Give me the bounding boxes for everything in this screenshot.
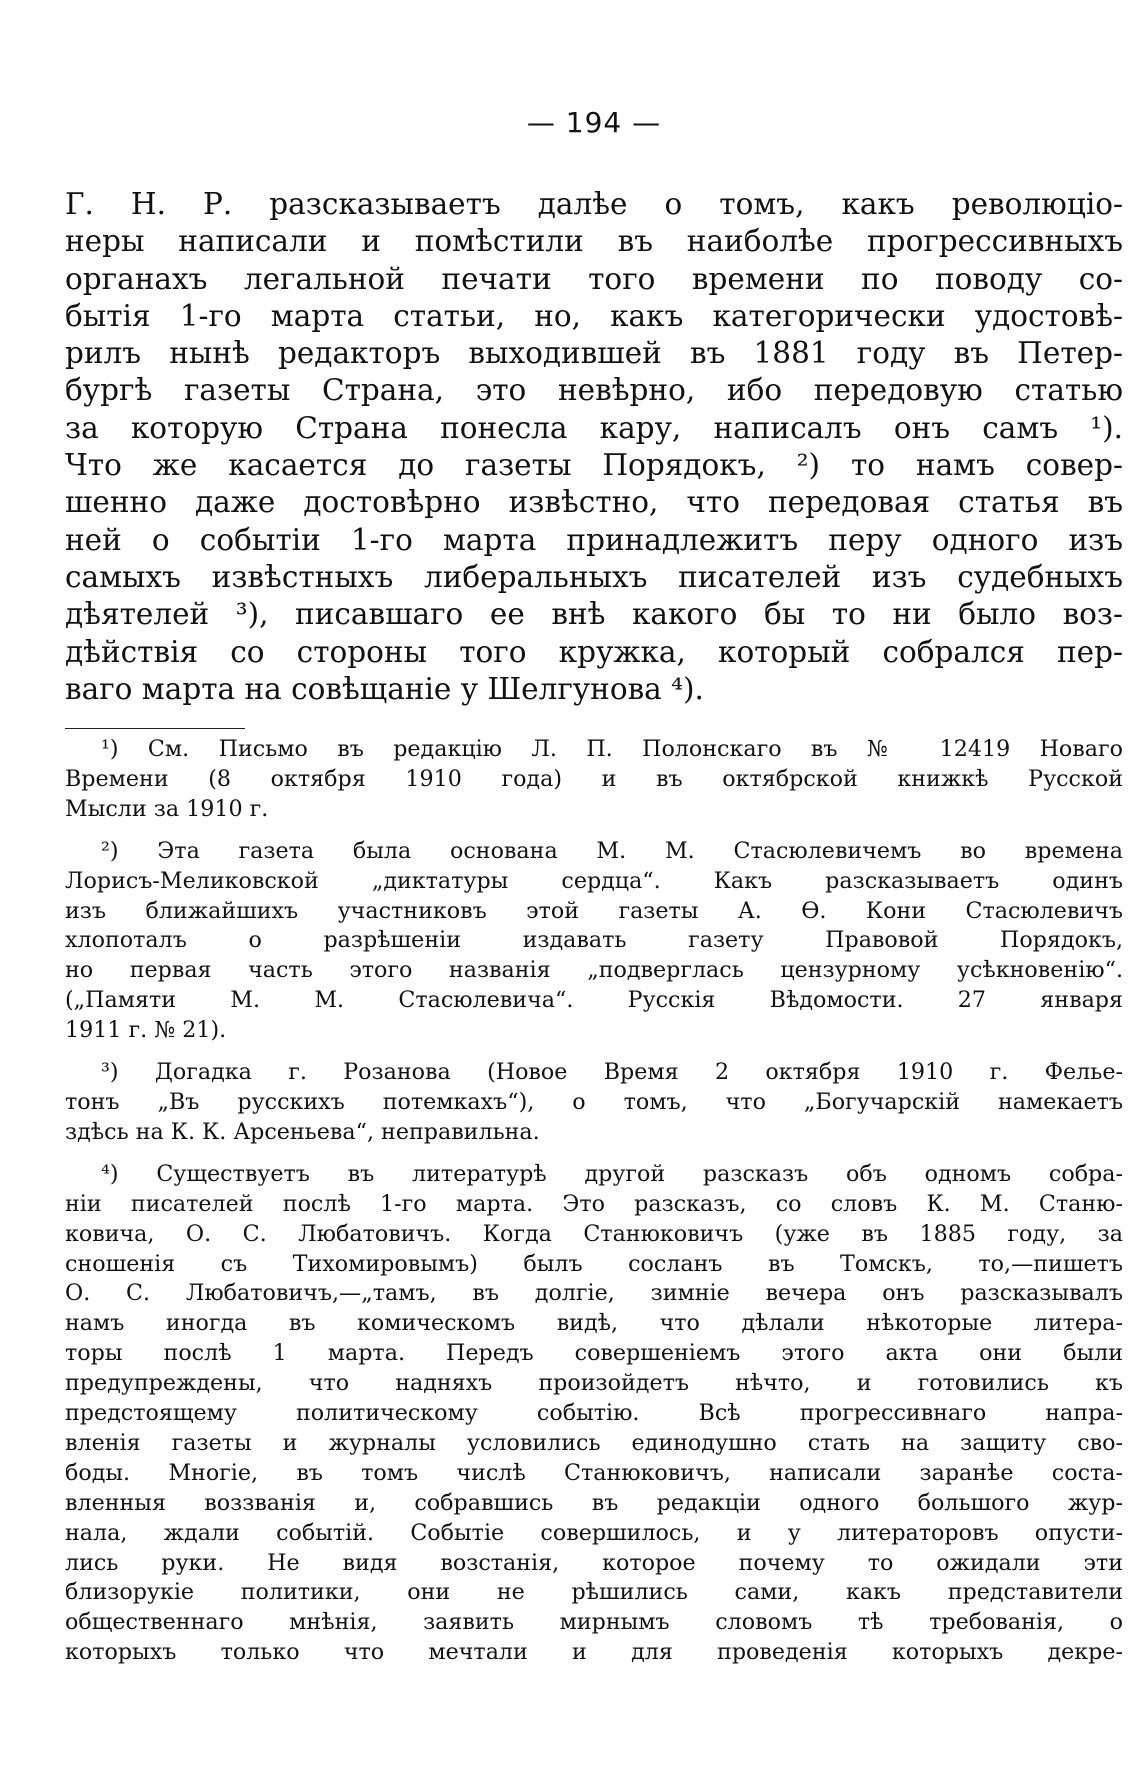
- footnote-line: предупреждены, что надняхъ произойдетъ нѣчто, и готовились къ: [65, 1370, 1123, 1397]
- footnote-line: предстоящему политическому событію. Всѣ прогрессивнаго напра-: [65, 1400, 1123, 1427]
- text-line: Г. Н. Р. разсказываетъ далѣе о томъ, какъ революціо-: [65, 187, 1123, 221]
- text-line: самыхъ извѣстныхъ либеральныхъ писателей изъ судебныхъ: [65, 559, 1123, 594]
- text-line: неры написали и помѣстили въ наиболѣе прогрессивныхъ: [65, 224, 1123, 259]
- text-line: бургѣ газеты Страна, это невѣрно, ибо передовую статью: [65, 373, 1123, 408]
- footnote-line: намъ иногда въ комическомъ видѣ, что дѣлали нѣкоторые литера-: [65, 1310, 1123, 1337]
- book-page: [65, 0, 1123, 1786]
- text-line: шенно даже достовѣрно извѣстно, что передовая статья въ: [65, 485, 1123, 520]
- footnote-line: хлопоталъ о разрѣшеніи издавать газету Правовой Порядокъ,: [65, 927, 1123, 954]
- footnote-line: которыхъ только что мечтали и для проведенія которыхъ декре-: [65, 1639, 1123, 1666]
- footnotes: [65, 735, 1123, 1668]
- footnote-line: ковича, О. С. Любатовичъ. Когда Станюковичъ (уже въ 1885 году, за: [65, 1220, 1123, 1247]
- footnote-line: изъ ближайшихъ участниковъ этой газеты А. Ѳ. Кони Стасюлевичъ: [65, 897, 1123, 924]
- text-line: органахъ легальной печати того времени по поводу со-: [65, 261, 1123, 296]
- footnote-line: нала, ждали событій. Событіе совершилось, и у литераторовъ опусти-: [65, 1519, 1123, 1546]
- footnote-line: ніи писателей послѣ 1-го марта. Это разсказъ, со словъ К. М. Станю-: [65, 1190, 1123, 1217]
- footnote-line: вленныя воззванія и, собравшись въ редакціи одного большого жур-: [65, 1489, 1123, 1516]
- footnote-divider: [65, 728, 245, 729]
- footnote-line: но первая часть этого названія „подверглась цензурному усѣкновенію“.: [65, 957, 1123, 984]
- footnote-line: ¹) См. Письмо въ редакцію Л. П. Полонскаго въ № 12419 Новаго: [101, 736, 1123, 762]
- footnote-1: [65, 735, 1123, 825]
- footnote-4: [65, 1160, 1123, 1668]
- footnote-line: близорукіе политики, они не рѣшились сами, какъ представители: [65, 1579, 1123, 1606]
- footnote-line: общественнаго мнѣнія, заявить мирнымъ словомъ тѣ требованія, о: [65, 1609, 1123, 1636]
- text-line: рилъ нынѣ редакторъ выходившей въ 1881 году въ Петер-: [65, 336, 1123, 371]
- text-line: ваго марта на совѣщаніе у Шелгунова ⁴).: [65, 671, 704, 706]
- text-line: дѣятелей ³), писавшаго ее внѣ какого бы то ни было воз-: [65, 597, 1123, 632]
- footnote-line: боды. Многіе, въ томъ числѣ Станюковичъ, написали заранѣе соста-: [65, 1459, 1123, 1486]
- footnote-line: О. С. Любатовичъ,—„тамъ, въ долгіе, зимніе вечера онъ разсказывалъ: [65, 1280, 1123, 1307]
- footnote-line: ⁴) Существуетъ въ литературѣ другой разсказъ объ одномъ собра-: [101, 1160, 1123, 1187]
- footnote-line: ²) Эта газета была основана М. М. Стасюлевичемъ во времена: [101, 837, 1123, 864]
- page-number: — 194 —: [526, 106, 662, 139]
- footnote-line: сношенія съ Тихомировымъ) былъ сосланъ въ Томскъ, то,—пишетъ: [65, 1250, 1123, 1277]
- footnote-line: Времени (8 октября 1910 года) и въ октябрской книжкѣ Русской: [65, 765, 1123, 792]
- footnote-line: лись руки. Не видя возстанія, которое почему то ожидали эти: [65, 1549, 1123, 1576]
- main-text: [65, 186, 1123, 708]
- footnote-line: вленія газеты и журналы условились единодушно стать на защиту сво-: [65, 1429, 1123, 1456]
- text-line: за которую Страна понесла кару, написалъ онъ самъ ¹).: [65, 410, 1123, 445]
- footnote-line: 1911 г. № 21).: [65, 1017, 227, 1044]
- footnote-line: Мысли за 1910 г.: [65, 795, 269, 822]
- footnote-line: ³) Догадка г. Розанова (Новое Время 2 октября 1910 г. Фелье-: [101, 1059, 1123, 1086]
- text-line: дѣйствія со стороны того кружка, который собрался пер-: [65, 634, 1123, 669]
- footnote-2: [65, 837, 1123, 1046]
- text-line: бытія 1-го марта статьи, но, какъ категорически удостовѣ-: [65, 298, 1123, 333]
- footnote-line: („Памяти М. М. Стасюлевича“. Русскія Вѣдомости. 27 января: [65, 987, 1123, 1014]
- text-line: ней о событіи 1-го марта принадлежитъ перу одного изъ: [65, 522, 1123, 557]
- footnote-line: торы послѣ 1 марта. Передъ совершеніемъ этого акта они были: [65, 1340, 1123, 1367]
- footnote-line: тонъ „Въ русскихъ потемкахъ“), о томъ, что „Богучарскій намекаетъ: [65, 1088, 1123, 1115]
- text-line: Что же касается до газеты Порядокъ, ²) то намъ совер-: [65, 448, 1123, 483]
- footnote-3: [65, 1058, 1123, 1148]
- footnote-line: Лорисъ-Меликовской „диктатуры сердца“. Какъ разсказываетъ одинъ: [65, 867, 1123, 894]
- footnote-line: здѣсь на К. К. Арсеньева“, неправильна.: [65, 1118, 540, 1145]
